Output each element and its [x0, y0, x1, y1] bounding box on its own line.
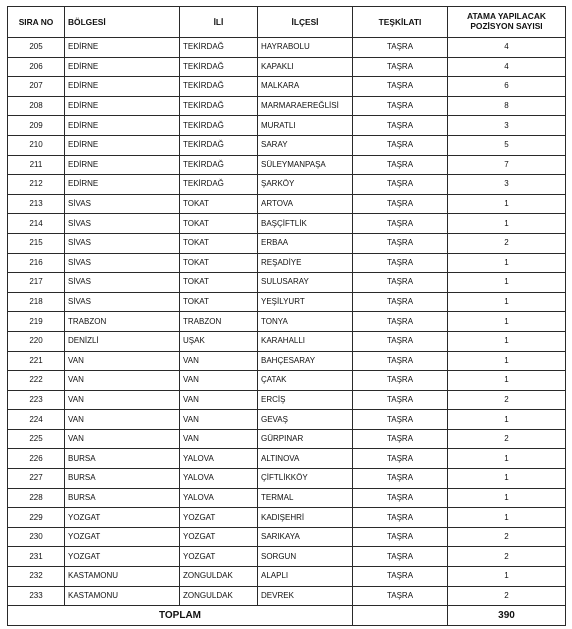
- cell-teskilati: TAŞRA: [353, 371, 448, 391]
- cell-bolgesi: VAN: [65, 351, 180, 371]
- cell-ili: TEKİRDAĞ: [180, 38, 258, 58]
- cell-pozisyon-sayisi: 1: [448, 567, 566, 587]
- cell-bolgesi: KASTAMONU: [65, 567, 180, 587]
- cell-ili: YALOVA: [180, 488, 258, 508]
- table-row: [8, 77, 566, 97]
- cell-sira-no: 216: [8, 253, 65, 273]
- table-row: [8, 155, 566, 175]
- table-row: [8, 527, 566, 547]
- cell-bolgesi: BURSA: [65, 449, 180, 469]
- cell-teskilati: TAŞRA: [353, 77, 448, 97]
- cell-bolgesi: EDİRNE: [65, 96, 180, 116]
- cell-ili: VAN: [180, 371, 258, 391]
- table-row: [8, 449, 566, 469]
- cell-ili: TOKAT: [180, 214, 258, 234]
- cell-ilcesi: DEVREK: [258, 586, 353, 606]
- table-row: [8, 116, 566, 136]
- cell-ilcesi: SARIKAYA: [258, 527, 353, 547]
- cell-ilcesi: SULUSARAY: [258, 273, 353, 293]
- cell-sira-no: 213: [8, 194, 65, 214]
- table-row: [8, 57, 566, 77]
- cell-pozisyon-sayisi: 1: [448, 331, 566, 351]
- cell-ilcesi: ÇİFTLİKKÖY: [258, 469, 353, 489]
- cell-teskilati: TAŞRA: [353, 312, 448, 332]
- cell-teskilati: TAŞRA: [353, 508, 448, 528]
- header-teskilati: TEŞKİLATI: [353, 7, 448, 38]
- cell-teskilati: TAŞRA: [353, 449, 448, 469]
- table-row: [8, 253, 566, 273]
- cell-teskilati: TAŞRA: [353, 273, 448, 293]
- cell-teskilati: TAŞRA: [353, 214, 448, 234]
- cell-teskilati: TAŞRA: [353, 586, 448, 606]
- cell-teskilati: TAŞRA: [353, 175, 448, 195]
- cell-ili: UŞAK: [180, 331, 258, 351]
- cell-bolgesi: EDİRNE: [65, 116, 180, 136]
- cell-sira-no: 207: [8, 77, 65, 97]
- cell-bolgesi: KASTAMONU: [65, 586, 180, 606]
- cell-bolgesi: SİVAS: [65, 194, 180, 214]
- cell-bolgesi: VAN: [65, 390, 180, 410]
- table-row: [8, 214, 566, 234]
- cell-ili: VAN: [180, 390, 258, 410]
- cell-bolgesi: SİVAS: [65, 253, 180, 273]
- cell-ili: VAN: [180, 429, 258, 449]
- cell-bolgesi: SİVAS: [65, 273, 180, 293]
- table-row: [8, 292, 566, 312]
- cell-bolgesi: EDİRNE: [65, 57, 180, 77]
- position-allocation-table: [7, 6, 566, 626]
- cell-bolgesi: SİVAS: [65, 214, 180, 234]
- cell-bolgesi: VAN: [65, 371, 180, 391]
- table-row: [8, 586, 566, 606]
- cell-sira-no: 233: [8, 586, 65, 606]
- cell-ilcesi: BAŞÇİFTLİK: [258, 214, 353, 234]
- table-header: [8, 7, 566, 38]
- cell-ilcesi: KAPAKLI: [258, 57, 353, 77]
- cell-ili: TOKAT: [180, 292, 258, 312]
- cell-ilcesi: MARMARAEREĞLİSİ: [258, 96, 353, 116]
- table-footer: [8, 606, 566, 626]
- cell-ili: YALOVA: [180, 449, 258, 469]
- cell-ili: TEKİRDAĞ: [180, 77, 258, 97]
- cell-pozisyon-sayisi: 2: [448, 390, 566, 410]
- cell-pozisyon-sayisi: 1: [448, 214, 566, 234]
- cell-teskilati: TAŞRA: [353, 135, 448, 155]
- table-row: [8, 429, 566, 449]
- cell-ili: TOKAT: [180, 253, 258, 273]
- cell-ilcesi: SARAY: [258, 135, 353, 155]
- cell-bolgesi: YOZGAT: [65, 527, 180, 547]
- cell-ilcesi: TERMAL: [258, 488, 353, 508]
- total-value: 390: [448, 606, 566, 626]
- cell-bolgesi: TRABZON: [65, 312, 180, 332]
- cell-ili: TOKAT: [180, 273, 258, 293]
- cell-pozisyon-sayisi: 4: [448, 38, 566, 58]
- cell-ilcesi: REŞADİYE: [258, 253, 353, 273]
- header-sira-no: SIRA NO: [8, 7, 65, 38]
- cell-sira-no: 221: [8, 351, 65, 371]
- cell-ili: YOZGAT: [180, 508, 258, 528]
- header-bolgesi: BÖLGESİ: [65, 7, 180, 38]
- cell-pozisyon-sayisi: 6: [448, 77, 566, 97]
- cell-sira-no: 226: [8, 449, 65, 469]
- cell-teskilati: TAŞRA: [353, 410, 448, 430]
- cell-ilcesi: MURATLI: [258, 116, 353, 136]
- cell-ilcesi: ALTINOVA: [258, 449, 353, 469]
- cell-sira-no: 214: [8, 214, 65, 234]
- cell-ilcesi: KADIŞEHRİ: [258, 508, 353, 528]
- cell-teskilati: TAŞRA: [353, 390, 448, 410]
- cell-bolgesi: EDİRNE: [65, 38, 180, 58]
- cell-sira-no: 232: [8, 567, 65, 587]
- cell-sira-no: 206: [8, 57, 65, 77]
- table-row: [8, 233, 566, 253]
- cell-ilcesi: GEVAŞ: [258, 410, 353, 430]
- cell-pozisyon-sayisi: 1: [448, 351, 566, 371]
- cell-pozisyon-sayisi: 1: [448, 312, 566, 332]
- cell-pozisyon-sayisi: 1: [448, 410, 566, 430]
- cell-sira-no: 215: [8, 233, 65, 253]
- table-row: [8, 38, 566, 58]
- cell-ili: VAN: [180, 351, 258, 371]
- cell-sira-no: 230: [8, 527, 65, 547]
- cell-pozisyon-sayisi: 1: [448, 469, 566, 489]
- cell-pozisyon-sayisi: 1: [448, 488, 566, 508]
- cell-sira-no: 224: [8, 410, 65, 430]
- cell-bolgesi: DENİZLİ: [65, 331, 180, 351]
- cell-pozisyon-sayisi: 1: [448, 508, 566, 528]
- header-pozisyon-sayisi: ATAMA YAPILACAK POZİSYON SAYISI: [448, 7, 566, 38]
- table-row: [8, 547, 566, 567]
- cell-teskilati: TAŞRA: [353, 567, 448, 587]
- cell-sira-no: 212: [8, 175, 65, 195]
- cell-ili: ZONGULDAK: [180, 586, 258, 606]
- cell-sira-no: 225: [8, 429, 65, 449]
- cell-bolgesi: EDİRNE: [65, 77, 180, 97]
- table-row: [8, 488, 566, 508]
- table-row: [8, 410, 566, 430]
- header-row: [8, 7, 566, 38]
- cell-ilcesi: SÜLEYMANPAŞA: [258, 155, 353, 175]
- cell-teskilati: TAŞRA: [353, 488, 448, 508]
- position-allocation-table-container: [7, 6, 565, 626]
- cell-pozisyon-sayisi: 3: [448, 175, 566, 195]
- cell-bolgesi: BURSA: [65, 469, 180, 489]
- cell-ilcesi: MALKARA: [258, 77, 353, 97]
- cell-ili: YOZGAT: [180, 527, 258, 547]
- cell-pozisyon-sayisi: 7: [448, 155, 566, 175]
- cell-ili: TOKAT: [180, 233, 258, 253]
- cell-ilcesi: ŞARKÖY: [258, 175, 353, 195]
- cell-sira-no: 209: [8, 116, 65, 136]
- cell-ili: TEKİRDAĞ: [180, 116, 258, 136]
- header-ilcesi: İLÇESİ: [258, 7, 353, 38]
- cell-sira-no: 222: [8, 371, 65, 391]
- table-row: [8, 469, 566, 489]
- cell-ili: TEKİRDAĞ: [180, 96, 258, 116]
- cell-pozisyon-sayisi: 2: [448, 233, 566, 253]
- cell-ili: TOKAT: [180, 194, 258, 214]
- cell-bolgesi: EDİRNE: [65, 175, 180, 195]
- header-ili: İLİ: [180, 7, 258, 38]
- cell-ilcesi: BAHÇESARAY: [258, 351, 353, 371]
- cell-ilcesi: GÜRPINAR: [258, 429, 353, 449]
- cell-pozisyon-sayisi: 1: [448, 194, 566, 214]
- total-label: TOPLAM: [8, 606, 353, 626]
- cell-teskilati: TAŞRA: [353, 547, 448, 567]
- cell-sira-no: 208: [8, 96, 65, 116]
- cell-teskilati: TAŞRA: [353, 429, 448, 449]
- cell-ilcesi: HAYRABOLU: [258, 38, 353, 58]
- cell-pozisyon-sayisi: 2: [448, 527, 566, 547]
- table-row: [8, 175, 566, 195]
- cell-teskilati: TAŞRA: [353, 233, 448, 253]
- cell-ilcesi: SORGUN: [258, 547, 353, 567]
- table-row: [8, 390, 566, 410]
- cell-ili: ZONGULDAK: [180, 567, 258, 587]
- table-row: [8, 567, 566, 587]
- total-row: [8, 606, 566, 626]
- table-row: [8, 371, 566, 391]
- cell-bolgesi: SİVAS: [65, 233, 180, 253]
- cell-pozisyon-sayisi: 2: [448, 429, 566, 449]
- cell-teskilati: TAŞRA: [353, 194, 448, 214]
- total-empty-cell: [353, 606, 448, 626]
- cell-ilcesi: KARAHALLI: [258, 331, 353, 351]
- table-row: [8, 96, 566, 116]
- cell-pozisyon-sayisi: 4: [448, 57, 566, 77]
- cell-sira-no: 210: [8, 135, 65, 155]
- cell-ilcesi: ÇATAK: [258, 371, 353, 391]
- cell-ilcesi: ERBAA: [258, 233, 353, 253]
- cell-teskilati: TAŞRA: [353, 331, 448, 351]
- cell-teskilati: TAŞRA: [353, 292, 448, 312]
- cell-teskilati: TAŞRA: [353, 57, 448, 77]
- cell-bolgesi: EDİRNE: [65, 135, 180, 155]
- table-row: [8, 135, 566, 155]
- cell-sira-no: 218: [8, 292, 65, 312]
- cell-ili: YOZGAT: [180, 547, 258, 567]
- table-row: [8, 351, 566, 371]
- table-row: [8, 508, 566, 528]
- cell-sira-no: 217: [8, 273, 65, 293]
- cell-sira-no: 211: [8, 155, 65, 175]
- cell-sira-no: 205: [8, 38, 65, 58]
- cell-bolgesi: VAN: [65, 410, 180, 430]
- cell-sira-no: 227: [8, 469, 65, 489]
- cell-ilcesi: ERCİŞ: [258, 390, 353, 410]
- cell-pozisyon-sayisi: 1: [448, 253, 566, 273]
- cell-ilcesi: ALAPLI: [258, 567, 353, 587]
- cell-teskilati: TAŞRA: [353, 253, 448, 273]
- cell-sira-no: 229: [8, 508, 65, 528]
- table-body: [8, 38, 566, 606]
- cell-teskilati: TAŞRA: [353, 155, 448, 175]
- cell-pozisyon-sayisi: 2: [448, 586, 566, 606]
- cell-bolgesi: BURSA: [65, 488, 180, 508]
- cell-pozisyon-sayisi: 3: [448, 116, 566, 136]
- cell-bolgesi: SİVAS: [65, 292, 180, 312]
- cell-teskilati: TAŞRA: [353, 527, 448, 547]
- cell-teskilati: TAŞRA: [353, 116, 448, 136]
- cell-pozisyon-sayisi: 1: [448, 292, 566, 312]
- cell-ilcesi: YEŞİLYURT: [258, 292, 353, 312]
- cell-bolgesi: YOZGAT: [65, 508, 180, 528]
- cell-ili: TEKİRDAĞ: [180, 135, 258, 155]
- table-row: [8, 273, 566, 293]
- cell-pozisyon-sayisi: 8: [448, 96, 566, 116]
- cell-ili: VAN: [180, 410, 258, 430]
- cell-ili: TEKİRDAĞ: [180, 57, 258, 77]
- cell-ili: TRABZON: [180, 312, 258, 332]
- table-row: [8, 194, 566, 214]
- cell-ili: TEKİRDAĞ: [180, 175, 258, 195]
- cell-pozisyon-sayisi: 5: [448, 135, 566, 155]
- cell-ilcesi: TONYA: [258, 312, 353, 332]
- cell-sira-no: 231: [8, 547, 65, 567]
- cell-pozisyon-sayisi: 1: [448, 449, 566, 469]
- cell-pozisyon-sayisi: 1: [448, 273, 566, 293]
- cell-teskilati: TAŞRA: [353, 469, 448, 489]
- cell-ili: YALOVA: [180, 469, 258, 489]
- cell-bolgesi: EDİRNE: [65, 155, 180, 175]
- cell-sira-no: 228: [8, 488, 65, 508]
- cell-sira-no: 220: [8, 331, 65, 351]
- cell-teskilati: TAŞRA: [353, 351, 448, 371]
- cell-pozisyon-sayisi: 2: [448, 547, 566, 567]
- cell-ilcesi: ARTOVA: [258, 194, 353, 214]
- cell-bolgesi: VAN: [65, 429, 180, 449]
- cell-teskilati: TAŞRA: [353, 96, 448, 116]
- cell-ili: TEKİRDAĞ: [180, 155, 258, 175]
- cell-teskilati: TAŞRA: [353, 38, 448, 58]
- table-row: [8, 331, 566, 351]
- cell-sira-no: 219: [8, 312, 65, 332]
- cell-bolgesi: YOZGAT: [65, 547, 180, 567]
- table-row: [8, 312, 566, 332]
- cell-sira-no: 223: [8, 390, 65, 410]
- cell-pozisyon-sayisi: 1: [448, 371, 566, 391]
